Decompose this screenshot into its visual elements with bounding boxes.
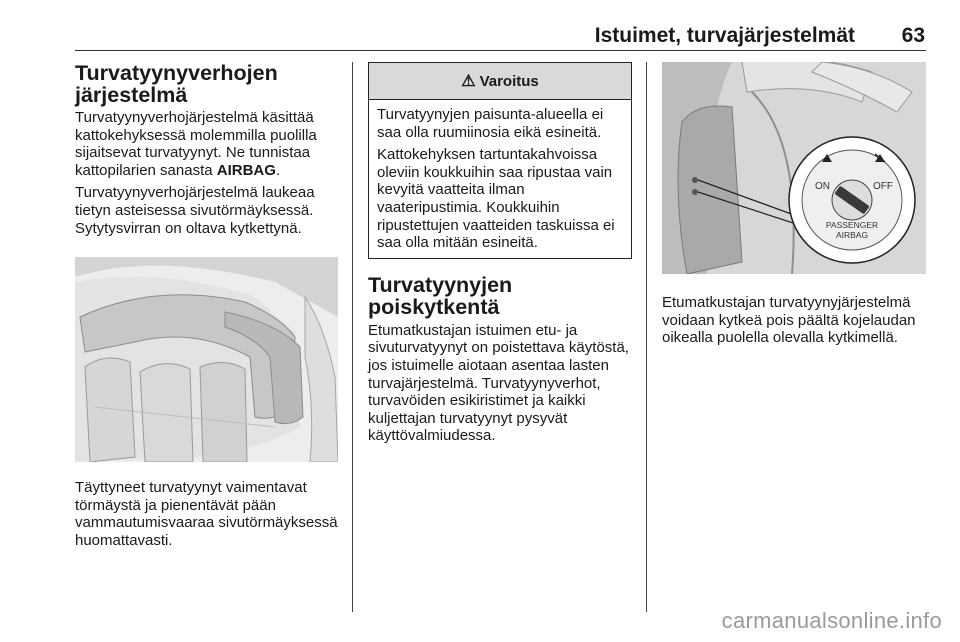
switch-off-label: OFF (873, 181, 893, 192)
paragraph-1-end: . (275, 161, 281, 179)
warning-box (368, 62, 632, 259)
column-3 (662, 62, 928, 347)
heading-line-2: järjestelmä (75, 83, 188, 107)
warning-header (369, 63, 631, 100)
switch-airbag-label: AIRBAG (835, 230, 869, 240)
warning-title: Varoitus (479, 72, 539, 90)
section-heading-airbag-deactivation: Turvatyynyjen poiskytkentä (368, 272, 513, 319)
warning-body (369, 100, 631, 258)
heading-line-1: Turvatyynyverhojen (75, 61, 278, 85)
column-divider-2 (646, 62, 647, 612)
paragraph-1 (75, 109, 340, 179)
warning-paragraph-2: Kattokehyksen tartuntakahvoissa oleviin koukkuihin saa ripustaa vain kevyitä vaatteita ilman vaateripustimia. Koukkuihin ripustettujen vaatteiden taskuissa ei saa olla mitään esineitä. (377, 146, 615, 252)
airbag-term: AIRBAG (216, 161, 276, 179)
illustration-caption: Täyttyneet turvatyynyt vaimentavat törmäystä ja pienentävät pään vammautumisvaaraa sivutörmäyksessä huomattavasti. (75, 479, 338, 549)
switch-paragraph: Etumatkustajan turvatyynyjärjestelmä voidaan kytkeä pois päältä kojelaudan oikealla puolella olevalla kytkimellä. (662, 294, 916, 347)
deactivation-paragraph: Etumatkustajan istuimen etu- ja sivuturvatyynyt on poistettava käytöstä, jos istuimelle aiotaan asentaa lasten turvajärjestelmä. Turvatyynyverhot, turvavöiden esikiristimet ja kaikki kuljettajan turvatyynyt pysyvät käyttövalmiudessa. (368, 321, 629, 445)
switch-on-label: ON (815, 181, 830, 192)
switch-passenger-label: PASSENGER (825, 220, 879, 230)
paragraph-1-text: Turvatyynyverhojärjestelmä käsittää kattokehyksessä molemmilla puolilla sijaitsevat turvatyynyt. Ne tunnistaa kattopilarien sanasta (75, 109, 317, 179)
page-number: 63 (901, 24, 925, 47)
warning-triangle-icon: ⚠ (461, 73, 476, 90)
column-2 (368, 62, 632, 445)
curtain-airbag-illustration (75, 257, 338, 462)
header-rule (75, 50, 926, 51)
paragraph-2: Turvatyynyverhojärjestelmä laukeaa tietyn asteisessa sivutörmäyksessä. Sytytysvirran on oltava kytkettynä. (75, 184, 315, 237)
column-1 (75, 62, 340, 550)
footer-watermark: carmanualsonline.info (721, 608, 942, 633)
running-header-title: Istuimet, turvajärjestelmät (594, 24, 855, 47)
warning-paragraph-1: Turvatyynyjen paisunta-alueella ei saa olla ruumiinosia eikä esineitä. (377, 106, 604, 141)
section-heading-curtain-airbag (75, 62, 340, 106)
airbag-switch-illustration (662, 62, 926, 274)
column-divider-1 (352, 62, 353, 612)
